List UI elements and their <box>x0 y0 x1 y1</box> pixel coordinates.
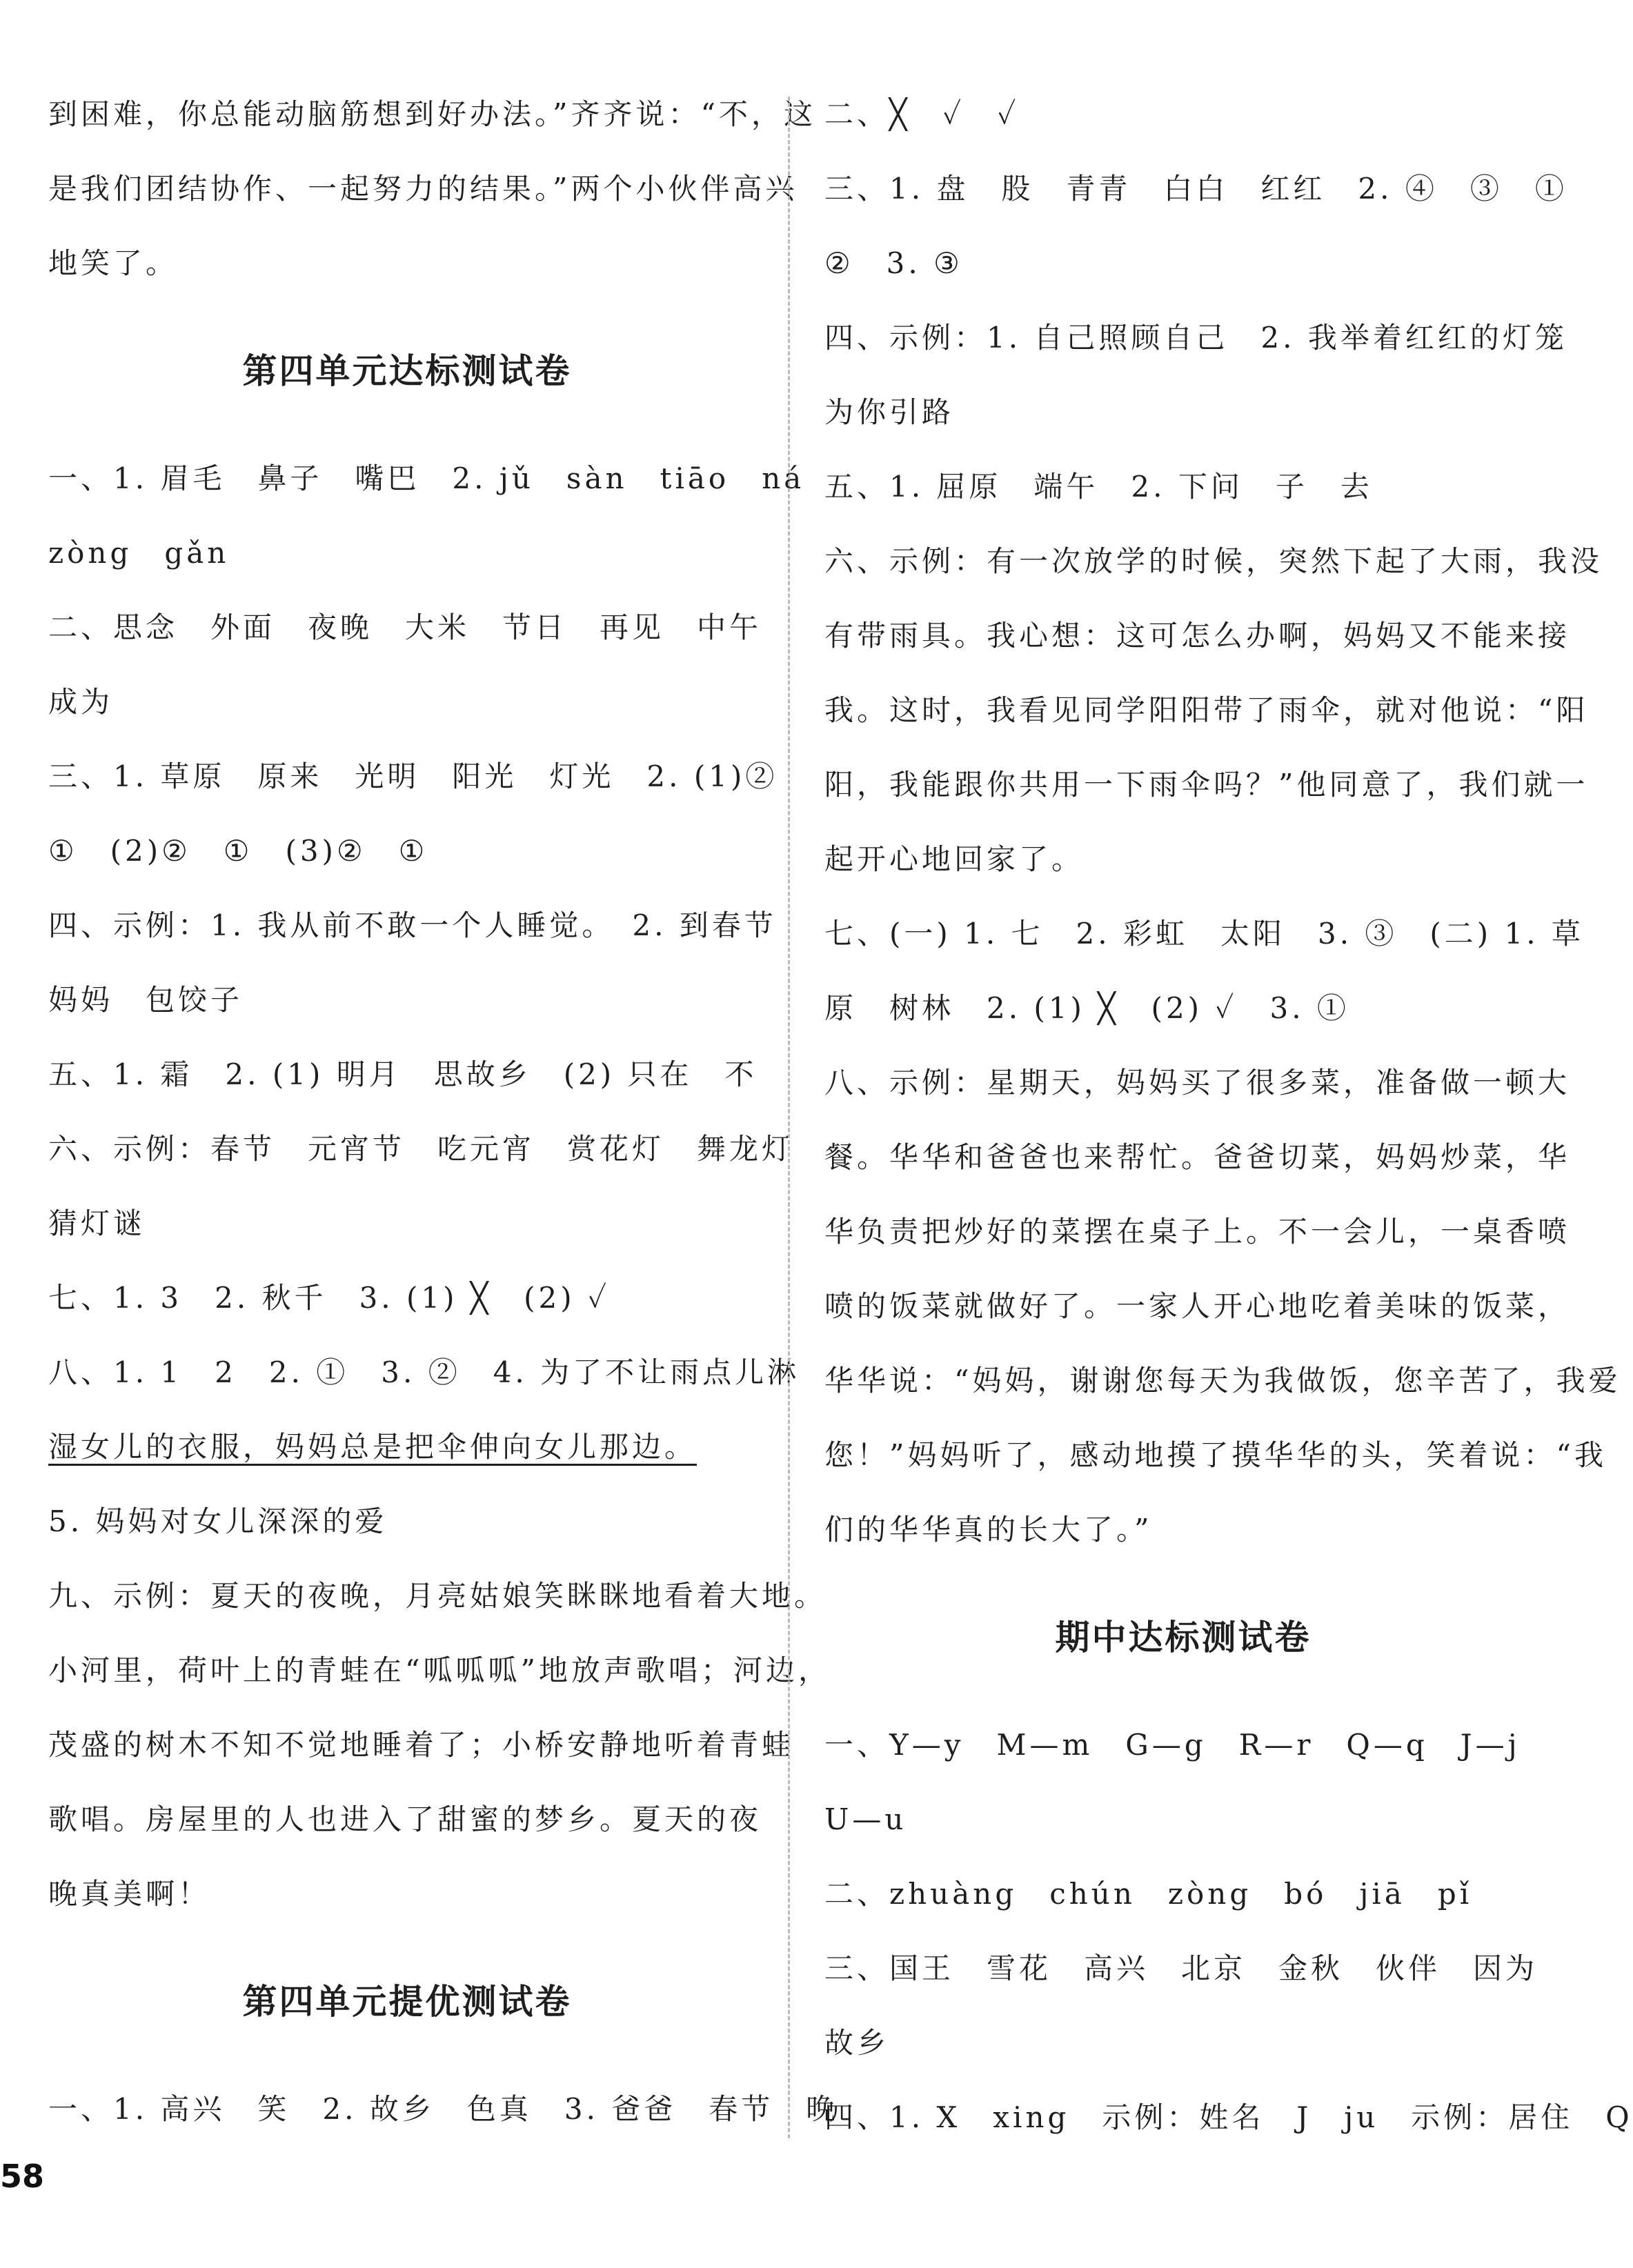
answer-line: 九、示例：夏天的夜晚，月亮姑娘笑眯眯地看着大地。 <box>48 1579 827 1613</box>
answer-line: 原 树林 2. (1) ╳ (2) ✓ 3. ① <box>824 991 1349 1025</box>
section-title: 第四单元达标测试卷 <box>242 351 572 391</box>
answer-line: 二、╳ ✓ ✓ <box>824 97 1020 131</box>
answer-line: 餐。华华和爸爸也来帮忙。爸爸切菜，妈妈炒菜，华 <box>824 1140 1571 1174</box>
answer-line: 四、示例：1. 自己照顾自己 2. 我举着红红的灯笼 <box>824 321 1567 355</box>
answer-line: 妈妈 包饺子 <box>48 983 244 1017</box>
answer-line: 六、示例：有一次放学的时候，突然下起了大雨，我没 <box>824 544 1603 578</box>
answer-line: 一、1. 高兴 笑 2. 故乡 色真 3. 爸爸 春节 晚 <box>48 2092 839 2126</box>
answer-line: 小河里，荷叶上的青蛙在“呱呱呱”地放声歌唱；河边， <box>48 1653 831 1687</box>
column-divider <box>788 97 790 2138</box>
section-title: 期中达标测试卷 <box>1055 1618 1312 1658</box>
answer-line: 是我们团结协作、一起努力的结果。”两个小伙伴高兴 <box>48 172 798 206</box>
answer-line: 六、示例：春节 元宵节 吃元宵 赏花灯 舞龙灯 <box>48 1132 795 1166</box>
answer-line: 到困难，你总能动脑筋想到好办法。”齐齐说：“不，这 <box>48 97 816 131</box>
answer-line: 三、1. 盘 股 青青 白白 红红 2. ④ ③ ① <box>824 172 1567 206</box>
answer-line: 一、Y—y M—m G—g R—r Q—q J—j <box>824 1728 1521 1762</box>
section-title: 第四单元提优测试卷 <box>242 1982 572 2022</box>
answer-line: 茂盛的树木不知不觉地睡着了；小桥安静地听着青蛙 <box>48 1728 795 1762</box>
answer-line: 们的华华真的长大了。” <box>824 1513 1153 1546</box>
answer-line: 歌唱。房屋里的人也进入了甜蜜的梦乡。夏天的夜 <box>48 1802 762 1836</box>
answer-line: 晚真美啊！ <box>48 1877 211 1911</box>
answer-line: 阳，我能跟你共用一下雨伞吗？”他同意了，我们就一 <box>824 768 1589 802</box>
answer-line: 猜灯谜 <box>48 1206 146 1240</box>
answer-line: 有带雨具。我心想：这可怎么办啊，妈妈又不能来接 <box>824 619 1571 653</box>
answer-line: 五、1. 屈原 端午 2. 下问 子 去 <box>824 470 1373 504</box>
answer-line: 喷的饭菜就做好了。一家人开心地吃着美味的饭菜， <box>824 1289 1571 1323</box>
answer-line: 您！”妈妈听了，感动地摸了摸华华的头，笑着说：“我 <box>824 1438 1607 1472</box>
answer-line: ① (2)② ① (3)② ① <box>48 834 428 868</box>
answer-line: 三、国王 雪花 高兴 北京 金秋 伙伴 因为 <box>824 1951 1538 1985</box>
answer-line: 为你引路 <box>824 395 955 429</box>
right-column <box>824 77 1633 2155</box>
answer-line: zòng gǎn <box>48 536 230 570</box>
answer-line: 二、思念 外面 夜晚 大米 节日 再见 中午 <box>48 610 762 644</box>
answer-line: 5. 妈妈对女儿深深的爱 <box>48 1504 388 1538</box>
answer-line: 五、1. 霜 2. (1) 明月 思故乡 (2) 只在 不 <box>48 1057 758 1091</box>
answer-line: 四、示例：1. 我从前不敢一个人睡觉。 2. 到春节 <box>48 908 777 942</box>
answer-line: 我。这时，我看见同学阳阳带了雨伞，就对他说：“阳 <box>824 693 1589 727</box>
answer-line: 三、1. 草原 原来 光明 阳光 灯光 2. (1)② <box>48 759 778 793</box>
answer-line: 二、zhuàng chún zòng bó jiā pǐ <box>824 1877 1473 1911</box>
answer-line: U—u <box>824 1802 907 1836</box>
answer-line: 八、示例：星期天，妈妈买了很多菜，准备做一顿大 <box>824 1066 1571 1100</box>
answer-line: 地笑了。 <box>48 246 179 280</box>
answer-line: 湿女儿的衣服，妈妈总是把伞伸向女儿那边。 <box>48 1430 697 1464</box>
answer-line: 七、(一) 1. 七 2. 彩虹 太阳 3. ③ (二) 1. 草 <box>824 917 1584 951</box>
left-column <box>48 77 839 2147</box>
answer-line: 四、1. X xing 示例：姓名 J ju 示例：居住 Q <box>824 2100 1633 2134</box>
answer-line: 一、1. 眉毛 鼻子 嘴巴 2. jǔ sàn tiāo ná <box>48 461 805 495</box>
answer-line: 八、1. 1 2 2. ① 3. ② 4. 为了不让雨点儿淋 <box>48 1355 800 1389</box>
answer-line: 华华说：“妈妈，谢谢您每天为我做饭，您辛苦了，我爱 <box>824 1364 1621 1397</box>
answer-line: 七、1. 3 2. 秋千 3. (1) ╳ (2) ✓ <box>48 1281 611 1315</box>
answer-line: 成为 <box>48 685 114 719</box>
answer-line: ② 3. ③ <box>824 246 963 280</box>
answer-line: 华负责把炒好的菜摆在桌子上。不一会儿，一桌香喷 <box>824 1215 1571 1249</box>
page-number: 58 <box>0 2158 45 2195</box>
answer-line: 故乡 <box>824 2026 890 2060</box>
answer-line: 起开心地回家了。 <box>824 842 1085 876</box>
